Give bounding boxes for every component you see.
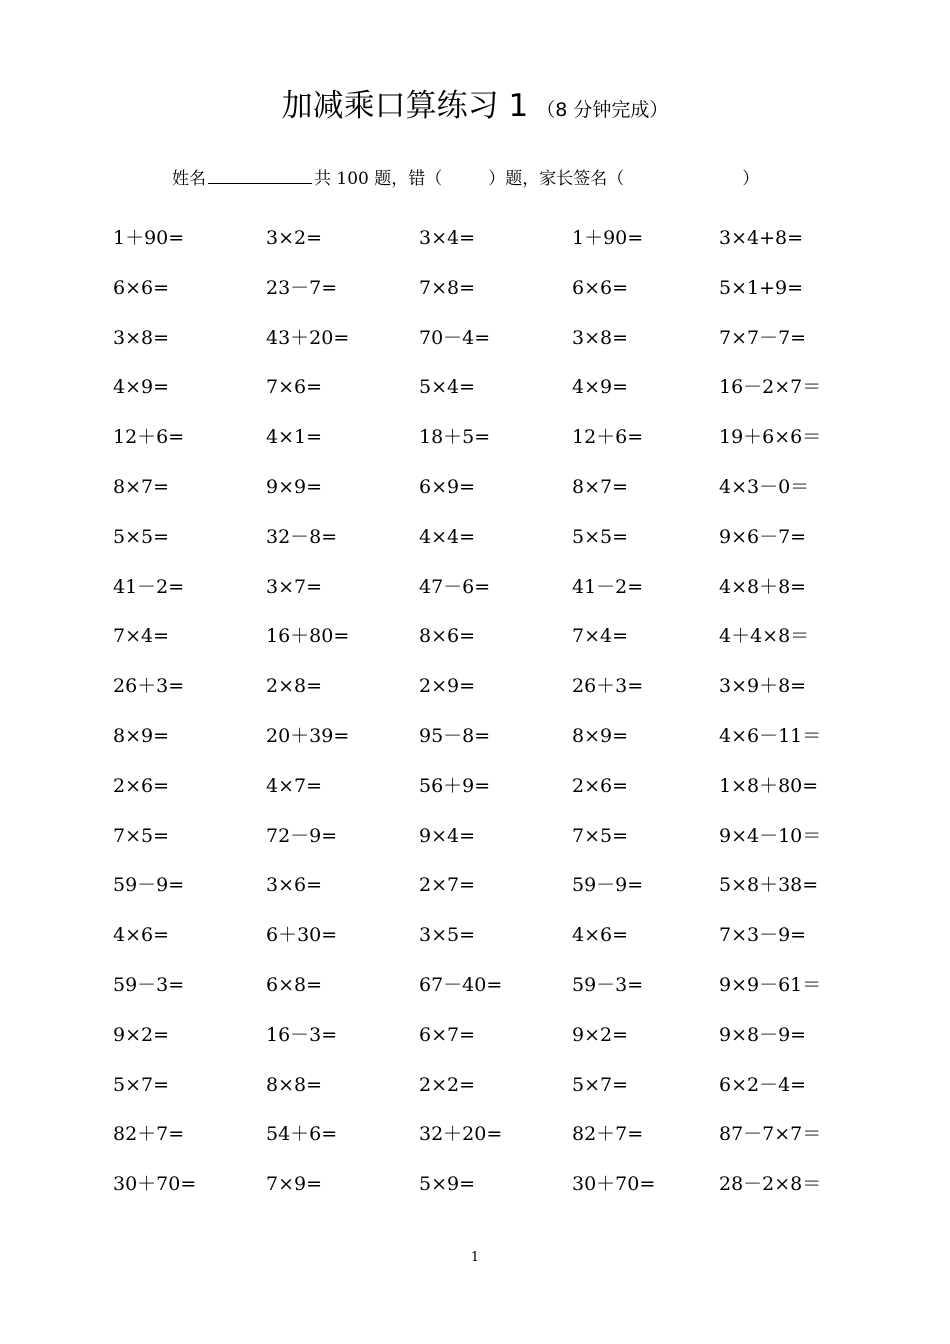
problem-item: 9×4－10＝ <box>719 824 822 847</box>
problem-item: 1＋90= <box>572 227 644 249</box>
problem-item: 9×2= <box>113 1023 170 1046</box>
problem-item: 6×8= <box>266 974 323 996</box>
problem-item: 2×6= <box>572 774 629 797</box>
problem-item: 16－3= <box>266 1023 338 1046</box>
problem-item: 8×8= <box>266 1073 323 1096</box>
problem-item: 47－6= <box>419 575 491 598</box>
problem-item: 6×7= <box>419 1023 476 1046</box>
problem-item: 59－9= <box>113 874 185 897</box>
problem-item: 28－2×8＝ <box>719 1173 822 1196</box>
problem-item: 8×7= <box>572 476 629 498</box>
problem-item: 41－2= <box>572 575 644 598</box>
problem-item: 41－2= <box>113 575 185 598</box>
problem-item: 72－9= <box>266 824 338 847</box>
problem-item: 4×1= <box>266 426 323 449</box>
problem-item: 12＋6= <box>113 426 185 449</box>
problem-item: 8×7= <box>113 476 170 498</box>
problem-item: 16－2×7＝ <box>719 376 822 399</box>
problem-item: 43＋20= <box>266 326 350 349</box>
problem-item: 5×7= <box>572 1073 629 1096</box>
problem-item: 95－8= <box>419 725 491 747</box>
problem-item: 26＋3= <box>572 675 644 698</box>
problem-item: 7×6= <box>266 376 323 399</box>
problem-item: 67－40= <box>419 974 503 996</box>
problem-item: 59－3= <box>113 974 185 996</box>
problem-item: 7×5= <box>572 824 629 847</box>
name-label: 姓名 <box>172 169 206 189</box>
problem-item: 9×9= <box>266 476 323 498</box>
problem-item: 4×8＋8= <box>719 575 807 598</box>
sign-close-text: ） <box>742 169 760 189</box>
problem-item: 82＋7= <box>572 1123 644 1146</box>
problem-item: 3×4+8= <box>719 227 804 249</box>
total-count-text: 共 100 题，错（ <box>314 169 443 189</box>
problem-item: 12＋6= <box>572 426 644 449</box>
problem-item: 26＋3= <box>113 675 185 698</box>
problem-item: 4×6－11＝ <box>719 725 822 747</box>
problem-item: 8×9= <box>113 725 170 747</box>
problem-item: 7×8= <box>419 276 476 299</box>
problem-item: 9×8－9= <box>719 1023 807 1046</box>
problem-item: 2×7= <box>419 874 476 897</box>
problem-item: 59－9= <box>572 874 644 897</box>
problem-item: 3×7= <box>266 575 323 598</box>
problem-item: 6＋30= <box>266 924 338 947</box>
problem-item: 19＋6×6＝ <box>719 426 822 449</box>
problem-item: 5×5= <box>572 525 629 548</box>
problem-item: 5×1+9= <box>719 276 804 299</box>
problem-item: 3×2= <box>266 227 323 249</box>
problem-item: 6×9= <box>419 476 476 498</box>
problem-item: 30＋70= <box>113 1173 197 1196</box>
problem-item: 3×6= <box>266 874 323 897</box>
problem-item: 3×5= <box>419 924 476 947</box>
problem-item: 4×6= <box>572 924 629 947</box>
problem-item: 5×5= <box>113 525 170 548</box>
problem-item: 2×9= <box>419 675 476 698</box>
problem-item: 5×8＋38= <box>719 874 819 897</box>
problem-item: 9×4= <box>419 824 476 847</box>
problem-item: 3×9＋8= <box>719 675 807 698</box>
problem-item: 87－7×7＝ <box>719 1123 822 1146</box>
problem-item: 9×6－7= <box>719 525 807 548</box>
problem-item: 7×4= <box>572 625 629 648</box>
problem-item: 4＋4×8＝ <box>719 625 810 648</box>
page-number: 1 <box>470 1250 480 1265</box>
problem-item: 9×2= <box>572 1023 629 1046</box>
problem-item: 7×3－9= <box>719 924 807 947</box>
problem-item: 7×9= <box>266 1173 323 1196</box>
problem-item: 5×9= <box>419 1173 476 1196</box>
problem-item: 8×9= <box>572 725 629 747</box>
problem-item: 1＋90= <box>113 227 185 249</box>
problem-item: 4×3－0＝ <box>719 476 810 498</box>
problem-item: 7×5= <box>113 824 170 847</box>
problem-item: 8×6= <box>419 625 476 648</box>
problem-item: 56＋9= <box>419 774 491 797</box>
problem-item: 4×7= <box>266 774 323 797</box>
problem-item: 7×4= <box>113 625 170 648</box>
problem-item: 54＋6= <box>266 1123 338 1146</box>
problem-item: 32－8= <box>266 525 338 548</box>
problem-item: 32＋20= <box>419 1123 503 1146</box>
title-main: 加减乘口算练习 1 <box>281 88 529 124</box>
problem-item: 9×9－61＝ <box>719 974 822 996</box>
problem-item: 30＋70= <box>572 1173 656 1196</box>
problem-item: 3×8= <box>113 326 170 349</box>
problem-item: 3×8= <box>572 326 629 349</box>
wrong-close-text: ）题，家长签名（ <box>488 169 625 189</box>
problem-item: 6×6= <box>113 276 170 299</box>
problem-item: 70－4= <box>419 326 491 349</box>
problem-item: 4×4= <box>419 525 476 548</box>
problem-item: 4×9= <box>113 376 170 399</box>
title-time-limit: （8 分钟完成） <box>536 99 669 121</box>
problem-item: 3×4= <box>419 227 476 249</box>
problem-item: 18＋5= <box>419 426 491 449</box>
problem-item: 4×9= <box>572 376 629 399</box>
problem-item: 2×6= <box>113 774 170 797</box>
problem-item: 5×4= <box>419 376 476 399</box>
problem-item: 2×2= <box>419 1073 476 1096</box>
problem-item: 5×7= <box>113 1073 170 1096</box>
problem-item: 1×8＋80= <box>719 774 819 797</box>
problem-item: 4×6= <box>113 924 170 947</box>
problem-item: 59－3= <box>572 974 644 996</box>
problem-item: 20＋39= <box>266 725 350 747</box>
problem-item: 6×2－4= <box>719 1073 807 1096</box>
problem-item: 6×6= <box>572 276 629 299</box>
problem-item: 7×7－7= <box>719 326 807 349</box>
problem-item: 23－7= <box>266 276 338 299</box>
problem-item: 16＋80= <box>266 625 350 648</box>
problem-item: 82＋7= <box>113 1123 185 1146</box>
problem-item: 2×8= <box>266 675 323 698</box>
